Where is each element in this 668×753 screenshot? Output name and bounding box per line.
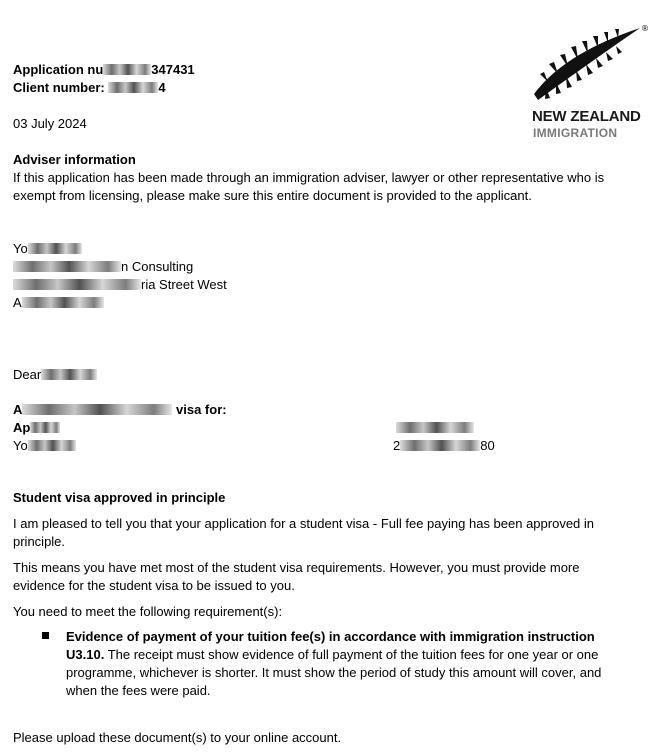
upload-instruction: Please upload these document(s) to your online account. bbox=[13, 730, 342, 745]
redaction bbox=[41, 369, 97, 380]
visa-line-3: Yo bbox=[13, 438, 76, 453]
application-number: Application nu 347431 bbox=[13, 62, 195, 77]
letter-date: 03 July 2024 bbox=[13, 116, 87, 131]
redaction bbox=[103, 64, 151, 75]
redaction bbox=[28, 243, 82, 254]
address-line-2: n Consulting bbox=[13, 259, 193, 274]
address-line-4: A bbox=[13, 295, 104, 310]
logo-title: NEW ZEALAND bbox=[532, 108, 641, 125]
visa-line-2: Ap bbox=[13, 420, 60, 435]
decision-paragraph-3: You need to meet the following requirement(s): bbox=[13, 604, 283, 619]
redaction bbox=[22, 404, 172, 415]
requirement-text: The receipt must show evidence of full payment of the tuition fees for one year or one programme, whichever is shorter. It must show the period of study this amount will cover, and when the fees were paid. bbox=[66, 647, 602, 698]
decision-paragraph-1: I am pleased to tell you that your application for a student visa - Full fee paying has been approved in principle. bbox=[13, 516, 595, 549]
adviser-text: If this application has been made through an immigration adviser, lawyer or other representative who is exempt from licensing, please make sure this entire document is provided to the applicant. bbox=[13, 170, 605, 203]
bullet-icon bbox=[42, 632, 49, 639]
adviser-heading: Adviser information bbox=[13, 152, 136, 167]
redaction bbox=[30, 422, 60, 433]
redaction bbox=[108, 82, 158, 93]
visa-right-line-1 bbox=[396, 420, 474, 435]
requirement-item bbox=[66, 628, 611, 700]
decision-heading: Student visa approved in principle bbox=[13, 490, 226, 505]
visa-line-1: A visa for: bbox=[13, 402, 227, 417]
redaction bbox=[28, 440, 76, 451]
client-number: Client number: 4 bbox=[13, 80, 166, 95]
redaction bbox=[396, 422, 474, 433]
decision-paragraph-2: This means you have met most of the student visa requirements. However, you must provide more evidence for the student visa to be issued to you. bbox=[13, 560, 580, 593]
visa-right-line-2: 2 80 bbox=[393, 438, 495, 453]
requirement-title: Evidence of payment of your tuition fee(s) in accordance with immigration instruction U3.10. bbox=[66, 629, 595, 662]
registered-mark: ® bbox=[641, 24, 649, 33]
redaction bbox=[22, 297, 104, 308]
logo-subtitle: IMMIGRATION bbox=[533, 126, 618, 140]
redaction bbox=[13, 279, 141, 290]
redaction bbox=[400, 440, 480, 451]
address-line-1: Yo bbox=[13, 241, 82, 256]
salutation: Dear bbox=[13, 367, 97, 382]
redaction bbox=[13, 261, 121, 272]
address-line-3: ria Street West bbox=[13, 277, 227, 292]
